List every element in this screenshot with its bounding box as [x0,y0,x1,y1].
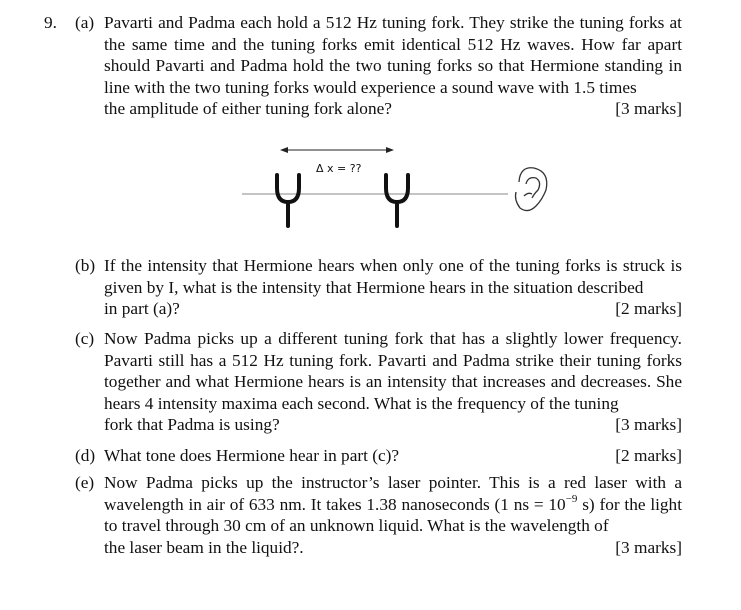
part-e-marks: [3 marks] [615,537,682,557]
tuning-fork-diagram [236,136,556,236]
part-b [75,255,682,320]
ear-icon [516,168,547,211]
part-a [75,12,682,120]
part-e-label: (e) [75,473,95,492]
part-c-last-line: fork that Padma is using? [104,415,280,435]
part-d [75,445,682,467]
question-number: 9. [44,13,57,32]
part-e-exponent: −9 [565,492,578,505]
part-b-text: If the intensity that Hermione hears when only one of the tuning forks is struck is given by I, what is the intensity that Hermione hears in the situation described [104,256,682,297]
part-d-label: (d) [75,446,96,465]
part-b-label: (b) [75,256,96,275]
part-a-text: Pavarti and Padma each hold a 512 Hz tuning fork. They strike the tuning forks at the same time and the tuning forks emit identical 512 Hz waves. How far apart should Pavarti and Padma hold the two tuning forks so that Hermione standing in line with the two tuning forks would experience a sound wave with 1.5 times [104,13,682,97]
part-c [75,328,682,436]
part-c-marks: [3 marks] [615,415,682,435]
part-e [75,472,682,558]
part-d-marks: [2 marks] [615,446,682,465]
part-b-last-line: in part (a)? [104,299,180,319]
tuning-fork-right-icon [386,175,408,226]
part-d-text: What tone does Hermione hear in part (c)? [104,446,400,465]
part-a-label: (a) [75,13,95,32]
part-a-marks: [3 marks] [615,99,682,119]
part-e-last-line: the laser beam in the liquid?. [104,537,304,557]
tuning-fork-left-icon [277,175,299,226]
part-c-label: (c) [75,329,95,348]
part-b-marks: [2 marks] [615,299,682,319]
separation-arrow [280,147,394,153]
part-e-text-1: Now Padma picks up the instructor’s laser pointer. This is a red laser with a wavelength in air of 633 nm. It takes 1.38 nanoseconds (1 ns = 10 [104,473,682,514]
delta-x-label: Δ x = ?? [316,162,362,175]
part-a-last-line: the amplitude of either tuning fork alone? [104,99,392,119]
part-c-text: Now Padma picks up a different tuning fork that has a slightly lower frequency. Pavarti still has a 512 Hz tuning fork. Pavarti and Padma strike their tuning forks together and what Hermione hears is an intensity that increases and decreases. She hears 4 intensity maxima each second. What is the frequency of the tuning [104,329,682,413]
part-e-text-2: s) for the light to travel through 30 cm of an unknown liquid. What is the wavelength of [104,494,683,536]
